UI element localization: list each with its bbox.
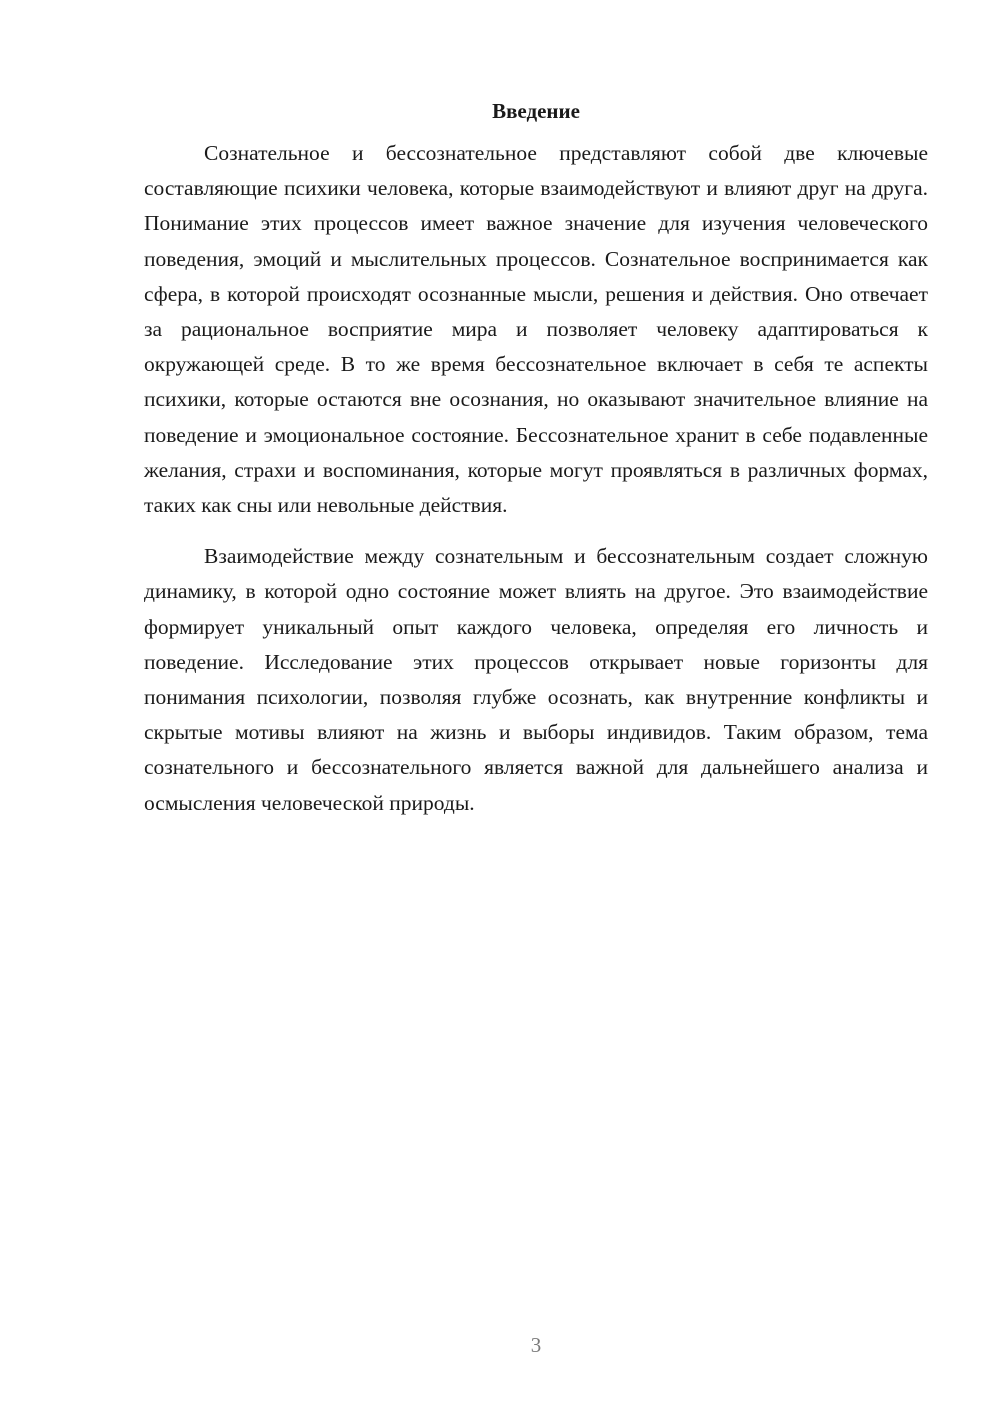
page-body bbox=[144, 96, 928, 821]
page-number: 3 bbox=[530, 1333, 542, 1357]
paragraph-2: Взаимодействие между сознательным и бессознательным создает сложную динамику, в которой одно состояние может влиять на другое. Это взаимодействие формирует уникальный опыт каждого человека, определяя его личность и поведение. Исследование этих процессов открывает новые горизонты для понимания психологии, позволяя глубже осознать, как внутренние конфликты и скрытые мотивы влияют на жизнь и выборы индивидов. Таким образом, тема сознательного и бессознательного является важной для дальнейшего анализа и осмысления человеческой природы. bbox=[144, 544, 928, 815]
section-title: Введение bbox=[492, 99, 580, 123]
paragraph-1: Сознательное и бессознательное представляют собой две ключевые составляющие психики человека, которые взаимодействуют и влияют друг на друга. Понимание этих процессов имеет важное значение для изучения человеческого поведения, эмоций и мыслительных процессов. Сознательное воспринимается как сфера, в которой происходят осознанные мысли, решения и действия. Оно отвечает за рациональное восприятие мира и позволяет человеку адаптироваться к окружающей среде. В то же время бессознательное включает в себя те аспекты психики, которые остаются вне осознания, но оказывают значительное влияние на поведение и эмоциональное состояние. Бессознательное хранит в себе подавленные желания, страхи и воспоминания, которые могут проявляться в различных формах, таких как сны или невольные действия. bbox=[144, 141, 928, 518]
